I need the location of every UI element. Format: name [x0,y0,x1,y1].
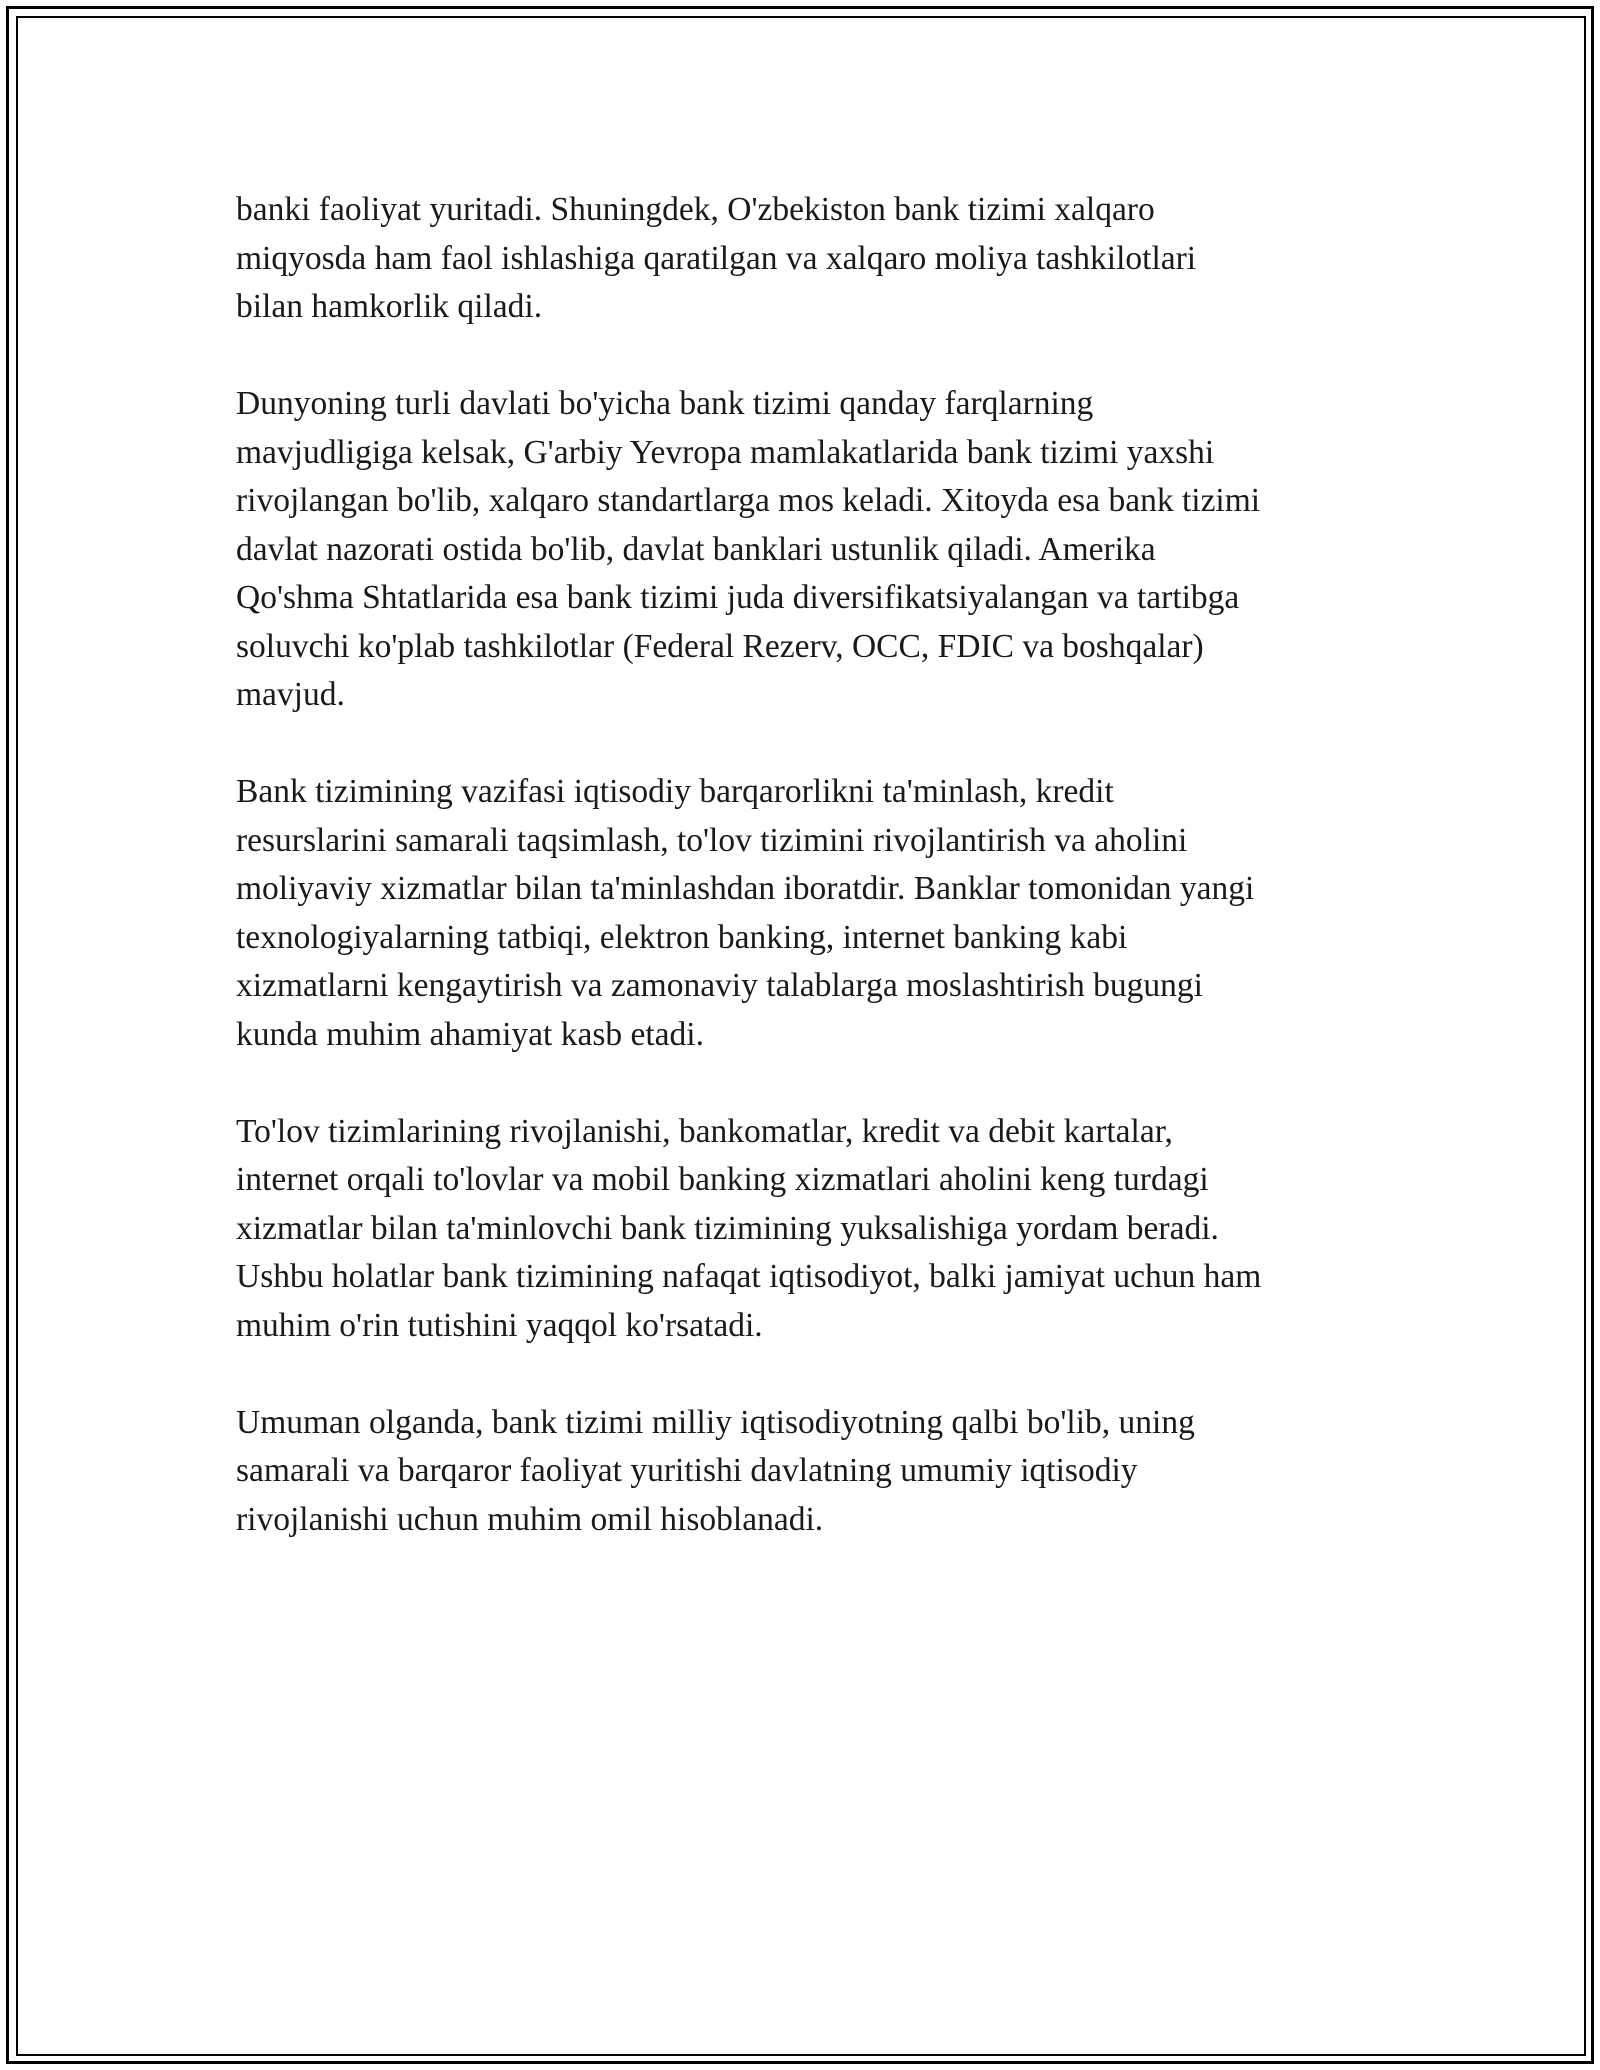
text-line: davlat nazorati ostida bo'lib, davlat banklari ustunlik qiladi. Amerika [236,530,1156,568]
text-line: xizmatlar bilan ta'minlovchi bank tizimining yuksalishiga yordam beradi. [236,1209,1219,1247]
text-line: Qo'shma Shtatlarida esa bank tizimi juda diversifikatsiyalangan va tartibga [236,579,1240,616]
text-line: moliyaviy xizmatlar bilan ta'minlashdan iboratdir. Banklar tomonidan yangi [236,870,1255,907]
text-line: resurslarini samarali taqsimlash, to'lov tizimini rivojlantirish va aholini [236,821,1188,859]
text-line: rivojlanishi uchun muhim omil hisoblanadi. [236,1500,824,1538]
text-line: Bank tizimining vazifasi iqtisodiy barqarorlikni ta'minlash, kredit [236,773,1114,810]
paragraph [236,186,1386,332]
text-line: soluvchi ko'plab tashkilotlar (Federal Rezerv, OCC, FDIC va boshqalar) [236,627,1204,665]
text-line: banki faoliyat yuritadi. Shuningdek, O'zbekiston bank tizimi xalqaro [236,191,1155,228]
text-line: bilan hamkorlik qiladi. [236,288,543,325]
text-line: mavjudligiga kelsak, G'arbiy Yevropa mamlakatlarida bank tizimi yaxshi [236,433,1215,471]
text-line: kunda muhim ahamiyat kasb etadi. [236,1015,704,1053]
text-line: internet orqali to'lovlar va mobil banking xizmatlari aholini keng turdagi [236,1161,1209,1198]
text-line: To'lov tizimlarining rivojlanishi, bankomatlar, kredit va debit kartalar, [236,1112,1173,1150]
text-line: rivojlangan bo'lib, xalqaro standartlarga mos keladi. Xitoyda esa bank tizimi [236,482,1261,519]
text-line: Ushbu holatlar bank tizimining nafaqat iqtisodiyot, balki jamiyat uchun ham [236,1258,1262,1295]
paragraph [236,380,1386,720]
paragraph [236,768,1386,1059]
text-line: miqyosda ham faol ishlashiga qaratilgan va xalqaro moliya tashkilotlari [236,239,1197,277]
paragraph [236,1399,1386,1545]
document-body [236,186,1386,1593]
text-line: Dunyoning turli davlati bo'yicha bank tizimi qanday farqlarning [236,385,1094,422]
text-line: Umuman olganda, bank tizimi milliy iqtisodiyotning qalbi bo'lib, uning [236,1403,1195,1441]
text-line: mavjud. [236,676,345,713]
paragraph [236,1108,1386,1351]
text-line: texnologiyalarning tatbiqi, elektron banking, internet banking kabi [236,918,1128,956]
text-line: samarali va barqaror faoliyat yuritishi davlatning umumiy iqtisodiy [236,1452,1138,1489]
text-line: muhim o'rin tutishini yaqqol ko'rsatadi. [236,1306,763,1344]
text-line: xizmatlarni kengaytirish va zamonaviy talablarga moslashtirish bugungi [236,967,1203,1004]
